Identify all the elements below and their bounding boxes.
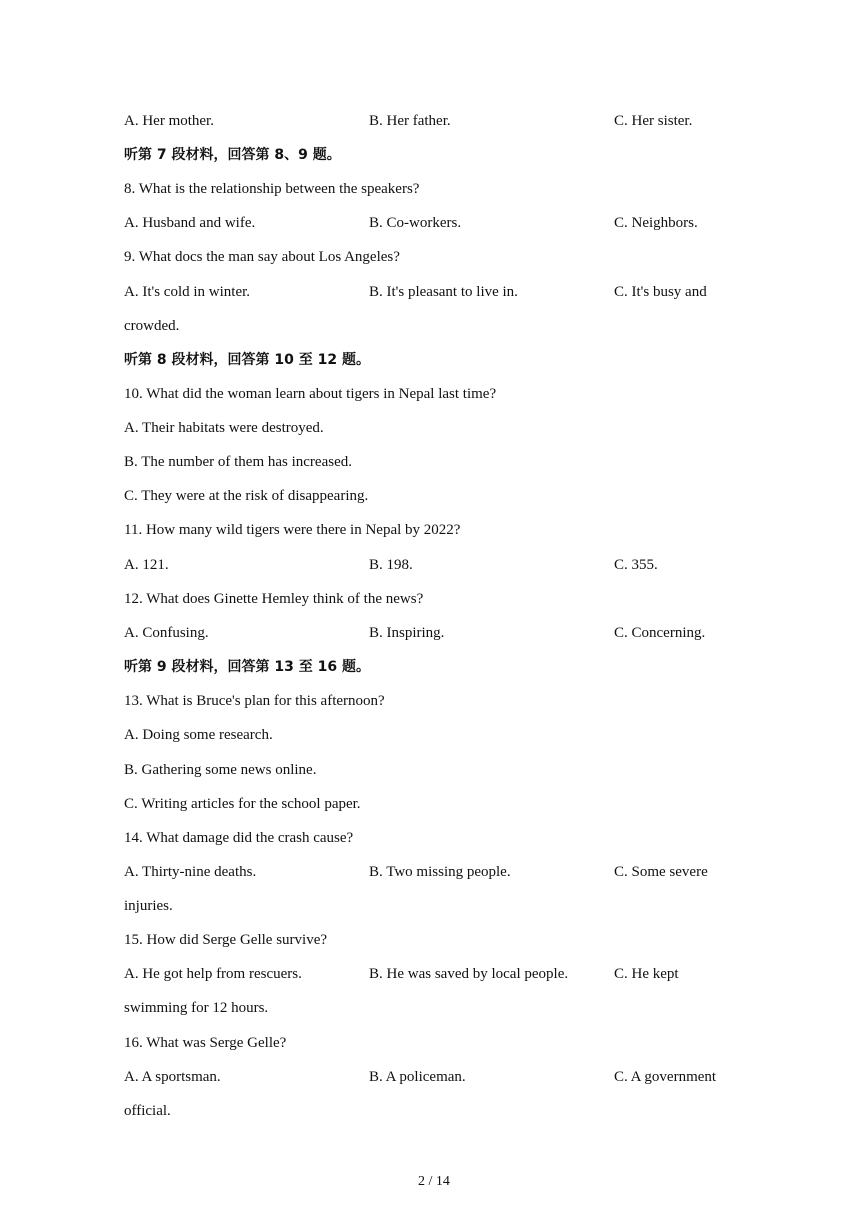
q12-option-b: B. Inspiring. bbox=[369, 625, 445, 641]
q7-option-b: B. Her father. bbox=[369, 113, 451, 129]
q11-option-b: B. 198. bbox=[369, 557, 413, 573]
question-10: 10. What did the woman learn about tigers in Nepal last time? bbox=[124, 386, 497, 402]
question-12: 12. What does Ginette Hemley think of the news? bbox=[124, 591, 424, 607]
q13-option-c: C. Writing articles for the school paper. bbox=[124, 796, 361, 812]
q13-option-a: A. Doing some research. bbox=[124, 727, 273, 743]
q10-option-c: C. They were at the risk of disappearing. bbox=[124, 488, 369, 504]
section-heading-8: 听第 8 段材料，回答第 10 至 12 题。 bbox=[124, 352, 370, 368]
q8-option-c: C. Neighbors. bbox=[614, 215, 698, 231]
q12-option-a: A. Confusing. bbox=[124, 625, 209, 641]
question-16: 16. What was Serge Gelle? bbox=[124, 1035, 287, 1051]
q14-option-c: C. Some severe bbox=[614, 864, 708, 880]
q9-option-c: C. It's busy and bbox=[614, 284, 707, 300]
section-heading-7: 听第 7 段材料，回答第 8、9 题。 bbox=[124, 147, 341, 163]
q15-option-c: C. He kept bbox=[614, 966, 679, 982]
q11-option-a: A. 121. bbox=[124, 557, 169, 573]
q16-option-a: A. A sportsman. bbox=[124, 1069, 221, 1085]
q11-option-c: C. 355. bbox=[614, 557, 658, 573]
section-heading-9: 听第 9 段材料，回答第 13 至 16 题。 bbox=[124, 659, 370, 675]
q13-option-b: B. Gathering some news online. bbox=[124, 762, 317, 778]
q10-option-a: A. Their habitats were destroyed. bbox=[124, 420, 324, 436]
q15-option-b: B. He was saved by local people. bbox=[369, 966, 569, 982]
q16-option-c-continued: official. bbox=[124, 1103, 171, 1119]
q8-option-b: B. Co-workers. bbox=[369, 215, 462, 231]
q9-option-a: A. It's cold in winter. bbox=[124, 284, 251, 300]
question-14: 14. What damage did the crash cause? bbox=[124, 830, 354, 846]
q14-option-b: B. Two missing people. bbox=[369, 864, 511, 880]
q7-option-a: A. Her mother. bbox=[124, 113, 214, 129]
q16-option-b: B. A policeman. bbox=[369, 1069, 466, 1085]
q14-option-c-continued: injuries. bbox=[124, 898, 173, 914]
q8-option-a: A. Husband and wife. bbox=[124, 215, 256, 231]
q15-option-c-continued: swimming for 12 hours. bbox=[124, 1000, 269, 1016]
q15-option-a: A. He got help from rescuers. bbox=[124, 966, 302, 982]
question-15: 15. How did Serge Gelle survive? bbox=[124, 932, 328, 948]
q12-option-c: C. Concerning. bbox=[614, 625, 706, 641]
question-11: 11. How many wild tigers were there in Nepal by 2022? bbox=[124, 522, 461, 538]
question-13: 13. What is Bruce's plan for this afternoon? bbox=[124, 693, 385, 709]
q10-option-b: B. The number of them has increased. bbox=[124, 454, 352, 470]
q9-option-b: B. It's pleasant to live in. bbox=[369, 284, 518, 300]
q16-option-c: C. A government bbox=[614, 1069, 717, 1085]
q14-option-a: A. Thirty-nine deaths. bbox=[124, 864, 257, 880]
q9-option-c-continued: crowded. bbox=[124, 318, 180, 334]
q7-option-c: C. Her sister. bbox=[614, 113, 693, 129]
page-number: 2 / 14 bbox=[418, 1174, 450, 1189]
question-8: 8. What is the relationship between the speakers? bbox=[124, 181, 420, 197]
question-9: 9. What docs the man say about Los Angeles? bbox=[124, 249, 400, 265]
